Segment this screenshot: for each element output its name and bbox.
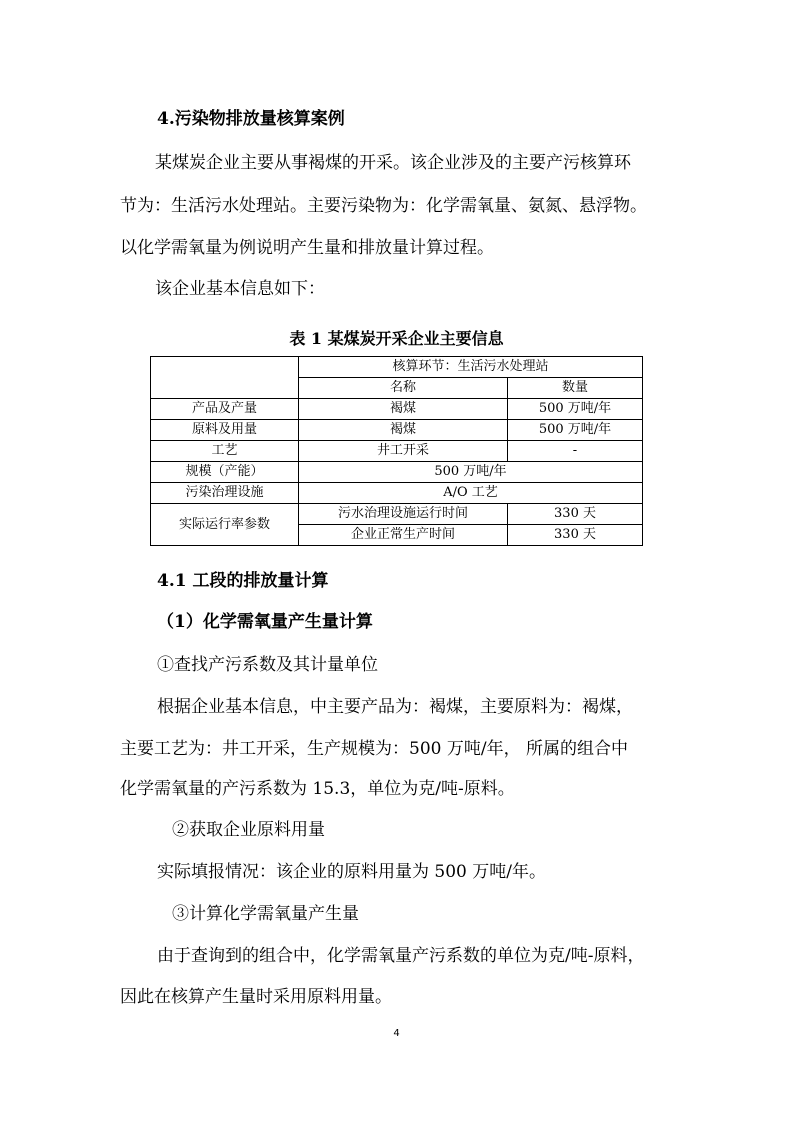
row-qty: 500 万吨/年 <box>508 420 643 441</box>
row-label: 产品及产量 <box>151 399 299 420</box>
step1-line-1: 根据企业基本信息，中主要产品为：褐煤，主要原料为：褐煤， <box>157 697 633 717</box>
runtime-name: 污水治理设施运行时间 <box>299 504 508 525</box>
info-table <box>150 356 643 546</box>
step1-title: ①查找产污系数及其计量单位 <box>157 655 378 675</box>
col-header-qty: 数量 <box>508 378 643 399</box>
intro-line-1: 某煤炭企业主要从事褐煤的开采。该企业涉及的主要产污核算环 <box>155 153 631 173</box>
table-row <box>151 420 643 441</box>
step3-line-1: 由于查询到的组合中，化学需氧量产污系数的单位为克/吨-原料， <box>157 946 645 966</box>
table-caption: 表 1 某煤炭开采企业主要信息 <box>289 329 504 348</box>
scale-label: 规模（产能） <box>151 462 299 483</box>
row-qty: 500 万吨/年 <box>508 399 643 420</box>
page-number: 4 <box>393 1028 400 1039</box>
subsection-title: 4.1 工段的排放量计算 <box>157 571 329 591</box>
step3-title: ③计算化学需氧量产生量 <box>172 904 359 924</box>
facility-label: 污染治理设施 <box>151 483 299 504</box>
table-row <box>151 504 643 525</box>
runtime-name: 企业正常生产时间 <box>299 525 508 546</box>
runtime-label: 实际运行率参数 <box>151 504 299 546</box>
table-row <box>151 441 643 462</box>
table-row <box>151 483 643 504</box>
step2-title: ②获取企业原料用量 <box>172 820 325 840</box>
step-title: （1）化学需氧量产生量计算 <box>157 612 373 632</box>
row-name: 井工开采 <box>299 441 508 462</box>
runtime-qty: 330 天 <box>508 525 643 546</box>
stage-header: 核算环节：生活污水处理站 <box>299 357 643 378</box>
intro-line-3: 以化学需氧量为例说明产生量和排放量计算过程。 <box>120 238 494 258</box>
row-label: 工艺 <box>151 441 299 462</box>
step3-line-2: 因此在核算产生量时采用原料用量。 <box>120 987 392 1007</box>
intro-line-4: 该企业基本信息如下： <box>155 279 325 299</box>
table-row <box>151 357 643 378</box>
row-name: 褐煤 <box>299 399 508 420</box>
col-header-name: 名称 <box>299 378 508 399</box>
section-title: 4.污染物排放量核算案例 <box>157 109 345 129</box>
step1-line-3: 化学需氧量的产污系数为 15.3，单位为克/吨-原料。 <box>120 779 515 799</box>
table-cell-empty <box>151 357 299 399</box>
scale-value: 500 万吨/年 <box>299 462 643 483</box>
row-name: 褐煤 <box>299 420 508 441</box>
row-qty: - <box>508 441 643 462</box>
step2-line-1: 实际填报情况：该企业的原料用量为 500 万吨/年。 <box>157 862 546 882</box>
row-label: 原料及用量 <box>151 420 299 441</box>
intro-line-2: 节为：生活污水处理站。主要污染物为：化学需氧量、氨氮、悬浮物。 <box>120 196 647 216</box>
table-row <box>151 399 643 420</box>
runtime-qty: 330 天 <box>508 504 643 525</box>
table-row <box>151 462 643 483</box>
step1-line-2: 主要工艺为：井工开采，生产规模为：500 万吨/年， 所属的组合中 <box>120 739 628 759</box>
facility-value: A/O 工艺 <box>299 483 643 504</box>
